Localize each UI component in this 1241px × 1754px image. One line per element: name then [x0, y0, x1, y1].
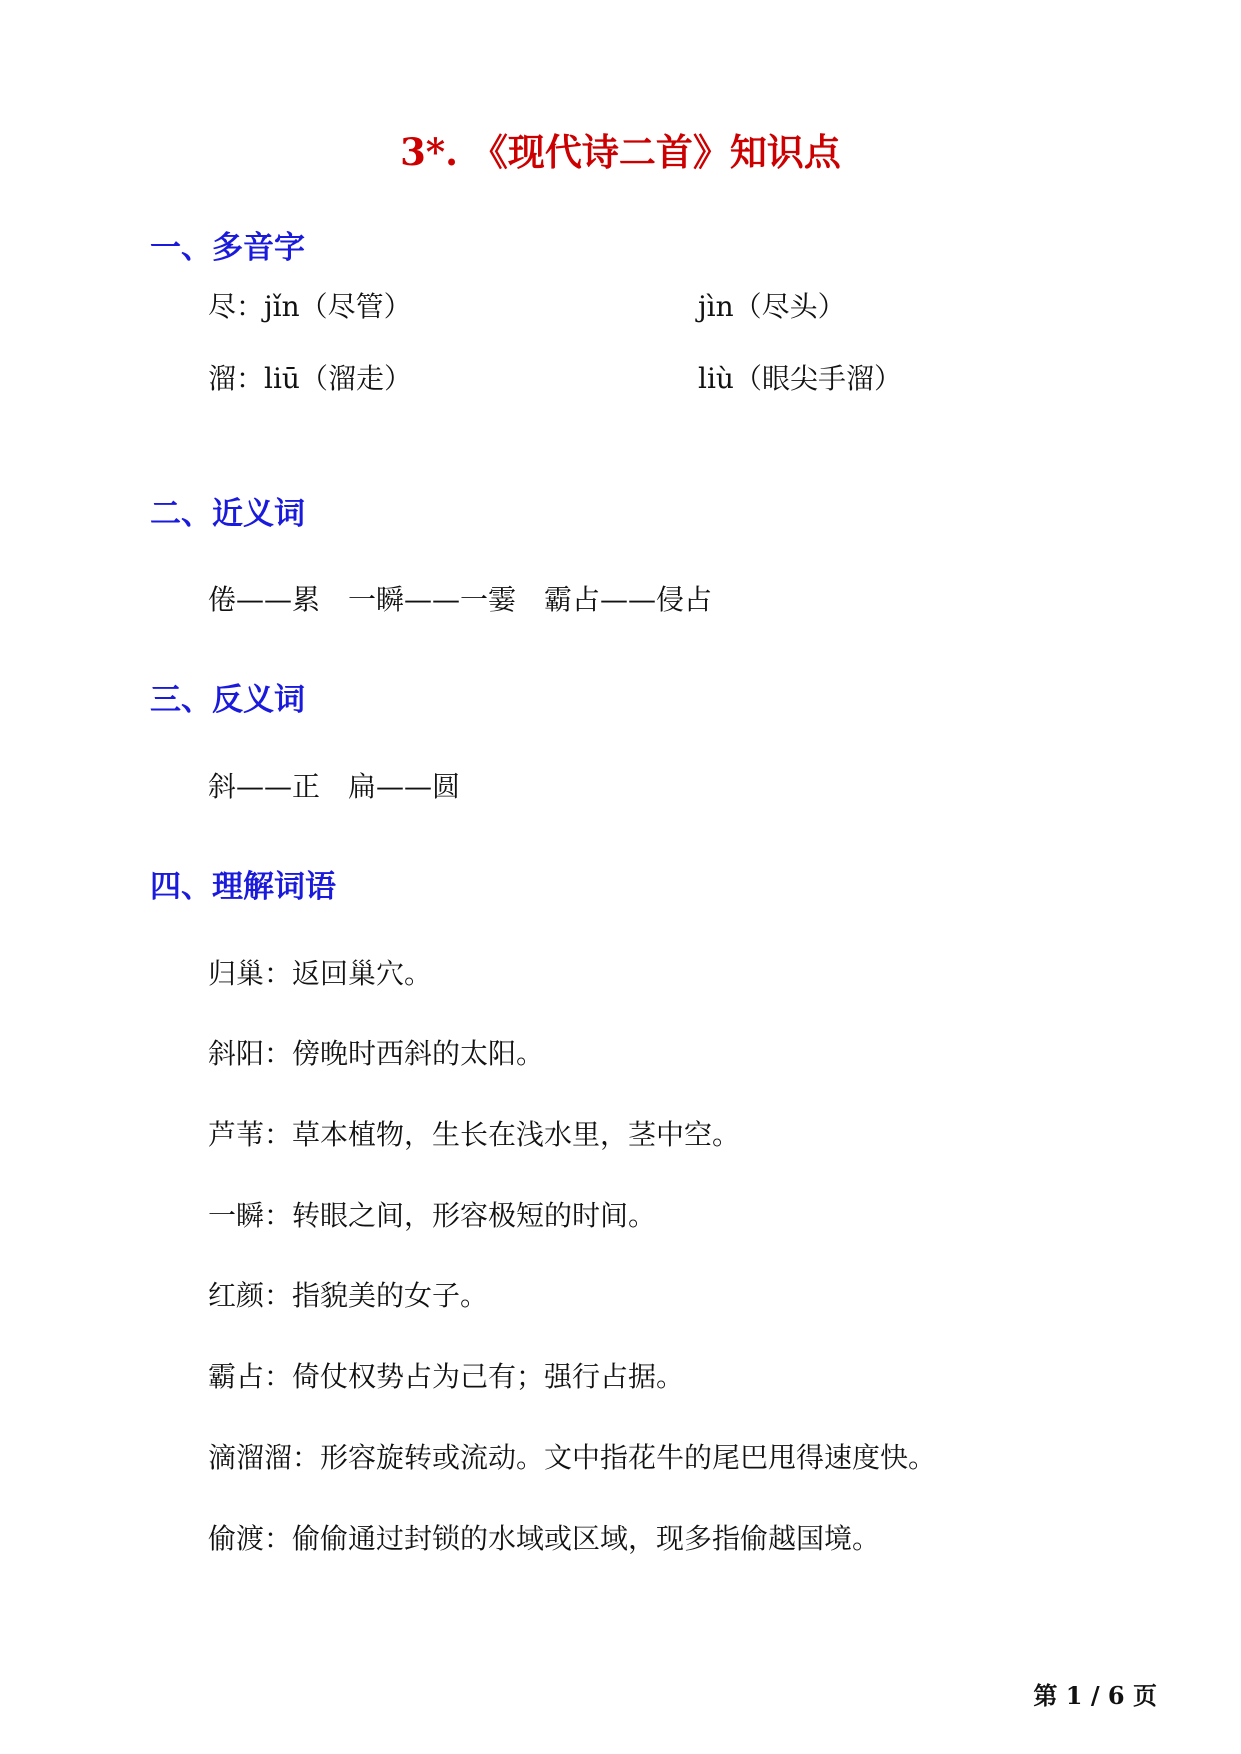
section-heading-antonyms: 三、反义词: [150, 682, 305, 718]
polyphone-entry: liù（眼尖手溜）: [698, 362, 902, 395]
vocab-item: 斜阳：傍晚时西斜的太阳。: [208, 1037, 545, 1070]
vocab-item: 偷渡：偷偷通过封锁的水域或区域，现多指偷越国境。: [208, 1522, 881, 1555]
polyphone-entry: 溜：liū（溜走）: [208, 362, 412, 395]
polyphone-entry: jìn（尽头）: [698, 290, 846, 323]
page-number: 第 1 / 6 页: [1033, 1681, 1157, 1710]
section-heading-synonyms: 二、近义词: [150, 496, 305, 532]
polyphone-entry: 尽：jǐn（尽管）: [208, 290, 412, 323]
polyphone-line: [208, 285, 846, 325]
vocab-item: 芦苇：草本植物，生长在浅水里，茎中空。: [208, 1118, 741, 1151]
polyphone-line: [208, 357, 902, 397]
antonyms-line: 斜——正 扁——圆: [208, 770, 461, 803]
vocab-item: 红颜：指貌美的女子。: [208, 1279, 489, 1312]
vocab-item: 一瞬：转眼之间，形容极短的时间。: [208, 1199, 657, 1232]
section-heading-vocabulary: 四、理解词语: [150, 869, 336, 905]
synonyms-line: 倦——累 一瞬——一霎 霸占——侵占: [208, 583, 713, 616]
vocab-item: 归巢：返回巢穴。: [208, 957, 433, 990]
page-title: 3*. 《现代诗二首》知识点: [400, 130, 841, 174]
section-heading-polyphones: 一、多音字: [150, 230, 305, 266]
vocab-item: 滴溜溜：形容旋转或流动。文中指花牛的尾巴甩得速度快。: [208, 1441, 937, 1474]
vocab-item: 霸占：倚仗权势占为己有；强行占据。: [208, 1360, 685, 1393]
